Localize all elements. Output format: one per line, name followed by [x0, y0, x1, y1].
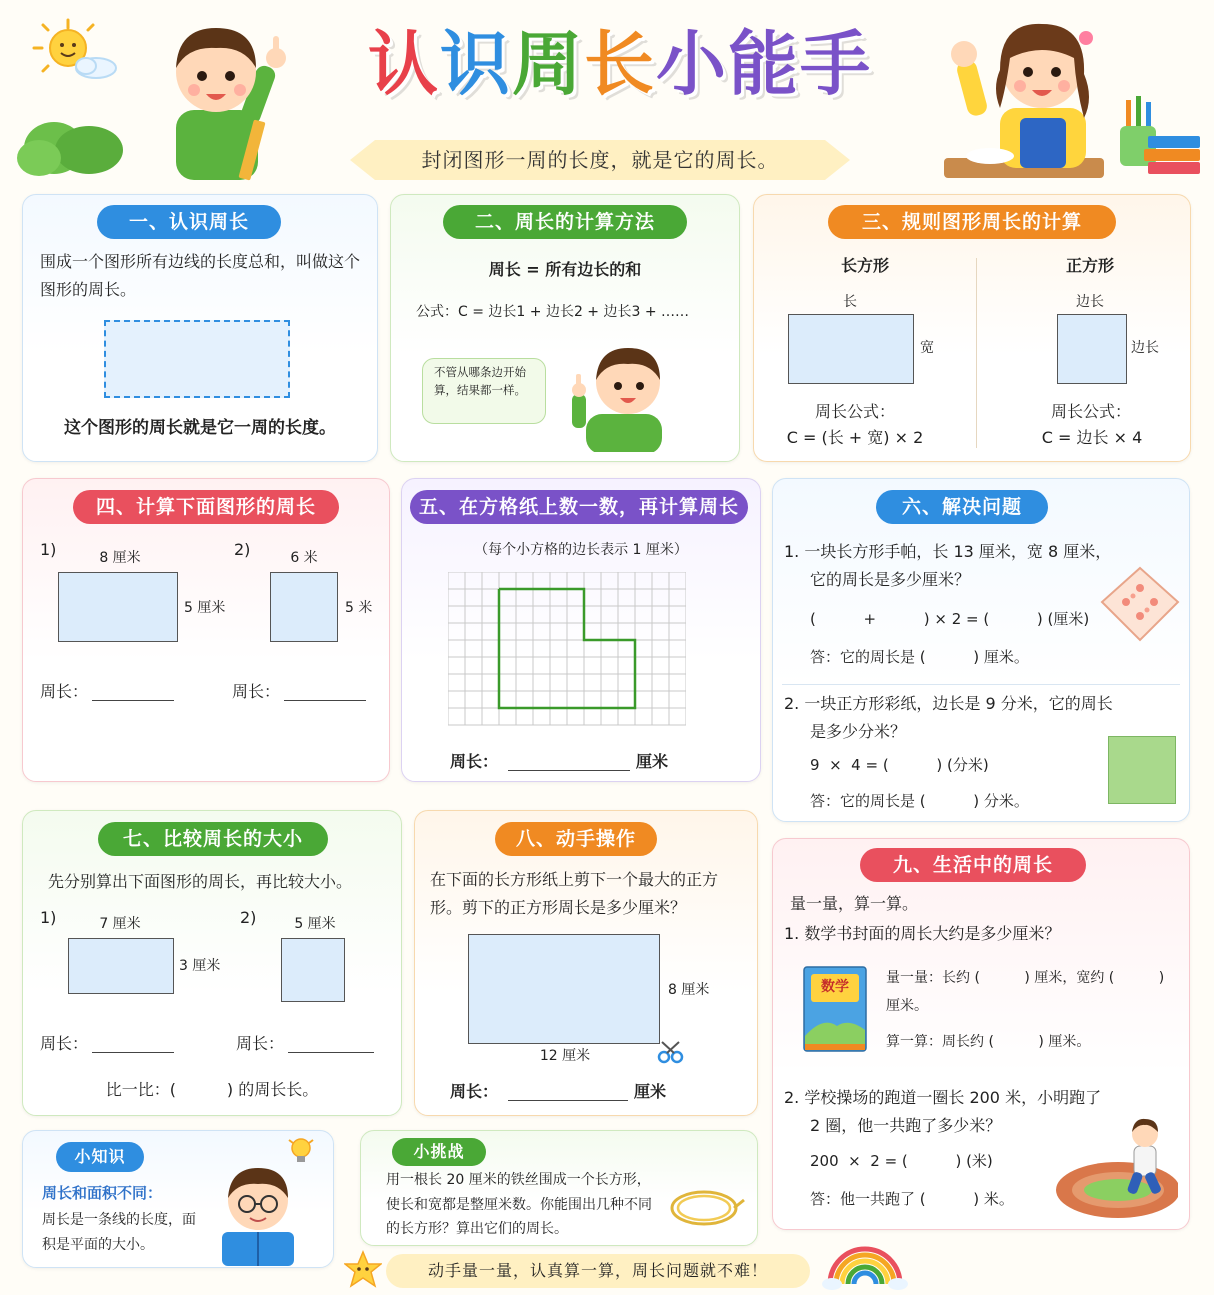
title-char: 周: [512, 23, 584, 105]
section-6-title: 六、解决问题: [876, 490, 1048, 524]
s7-compare: 比一比：( ) 的周长长。: [105, 1080, 319, 1099]
s7-square: [281, 938, 345, 1002]
s9-measure: 量一量：长约 ( ) 厘米，宽约 ( ) 厘米。: [886, 970, 1169, 1014]
bush-icon: [14, 108, 134, 178]
s1-summary: 这个图形的周长就是它一周的长度。: [64, 418, 336, 438]
s7-answer-1-blank[interactable]: [92, 1052, 174, 1053]
s4-answer-2-blank[interactable]: [284, 700, 366, 701]
title-char: 手: [800, 23, 872, 105]
s4-rectangle: [58, 572, 178, 642]
dashed-rectangle: [104, 320, 290, 398]
s8-answer-label: 周长：: [450, 1082, 499, 1101]
s7-answer-2-blank[interactable]: [288, 1052, 374, 1053]
page-title: [310, 14, 930, 114]
s9-calc: 算一算：周长约 ( ) 厘米。: [886, 1034, 1091, 1050]
s6-p1-line1: 1. 一块长方形手帕，长 13 厘米，宽 8 厘米，: [784, 542, 1112, 561]
books-icon: [1112, 96, 1204, 180]
section-8-title: 八、动手操作: [495, 822, 657, 856]
rect-formula: C = (长 + 宽) × 2: [786, 428, 924, 447]
math-book-label: 数学: [821, 979, 849, 995]
s7-q1-label: 1): [40, 908, 57, 927]
reading-boy-illustration: [212, 1158, 302, 1266]
rect-length-label: 长: [843, 294, 857, 310]
divider: [782, 684, 1180, 685]
s8-bottom-label: 12 厘米: [539, 1048, 591, 1064]
scissors-icon: [657, 1040, 685, 1064]
s6-p2-line1: 2. 一块正方形彩纸，边长是 9 分米，它的周长: [784, 694, 1113, 713]
s2-formula: 公式：C = 边长1 + 边长2 + 边长3 + ……: [416, 304, 690, 320]
challenge-text: 用一根长 20 厘米的铁丝围成一个长方形，使长和宽都是整厘米数。你能围出几种不同的长方形？算出它们的周长。: [386, 1172, 652, 1237]
section-9-title: 九、生活中的周长: [860, 848, 1086, 882]
footer-text: 动手量一量，认真算一算，周长问题就不难！: [427, 1261, 768, 1280]
s5-answer-blank[interactable]: [508, 770, 630, 771]
s7-q2-label: 2): [240, 908, 257, 927]
s9-q2-answer: 答：他一共跑了 ( ) 米。: [810, 1190, 1014, 1208]
s7-q2-top: 5 厘米: [294, 916, 336, 932]
s7-answer-1-label: 周长：: [40, 1034, 89, 1053]
s9-q2-line2: 2 圈，他一共跑了多少米？: [810, 1116, 1002, 1135]
square-shape: [1057, 314, 1127, 384]
title-char: 识: [440, 23, 512, 105]
rainbow-icon: [822, 1240, 908, 1290]
s6-p1-answer: 答：它的周长是 ( ) 厘米。: [810, 648, 1029, 666]
s9-q2-line1: 2. 学校操场的跑道一圈长 200 米，小明跑了: [784, 1088, 1102, 1107]
rect-formula-label: 周长公式：: [814, 402, 895, 421]
handkerchief-icon: [1100, 566, 1180, 642]
s2-rule: 周长 = 所有边长的和: [488, 260, 642, 279]
s2-bubble-text: 不管从哪条边开始算，结果都一样。: [434, 365, 526, 397]
s4-q2-label: 2): [234, 540, 251, 559]
rectangle-shape: [788, 314, 914, 384]
section-4-title: 四、计算下面图形的周长: [73, 490, 339, 524]
s4-answer-1-blank[interactable]: [92, 700, 174, 701]
s8-right-label: 8 厘米: [668, 982, 710, 998]
s5-answer-label: 周长：: [450, 752, 499, 771]
s9-q1: 1. 数学书封面的周长大约是多少厘米？: [784, 924, 1061, 943]
section-3-title: 三、规则图形周长的计算: [828, 205, 1116, 239]
s7-q1-top: 7 厘米: [99, 916, 141, 932]
s4-q1-right: 5 厘米: [184, 600, 226, 616]
s5-note: （每个小方格的边长表示 1 厘米）: [474, 542, 688, 558]
title-char: 能: [728, 23, 800, 105]
boy-pointing-illustration: [566, 336, 676, 452]
challenge-badge: 小挑战: [392, 1138, 486, 1166]
s8-unit: 厘米: [634, 1082, 667, 1101]
square-formula: C = 边长 × 4: [1041, 428, 1143, 447]
s9-intro: 量一量，算一算。: [790, 894, 919, 913]
s4-q2-top: 6 米: [290, 550, 318, 566]
tip-badge: 小知识: [56, 1142, 144, 1172]
tip-heading: 周长和面积不同：: [42, 1184, 163, 1202]
s8-instruction: 在下面的长方形纸上剪下一个最大的正方形。剪下的正方形周长是多少厘米？: [430, 870, 719, 917]
s1-definition: 围成一个图形所有边线的长度总和，叫做这个图形的周长。: [40, 252, 361, 299]
square-top-label: 边长: [1076, 294, 1104, 310]
section-5-title: 五、在方格纸上数一数，再计算周长: [410, 490, 748, 524]
tip-text: 周长是一条线的长度，面积是平面的大小。: [42, 1212, 196, 1253]
title-char: 长: [584, 23, 656, 105]
wire-coil-icon: [668, 1184, 746, 1230]
s5-unit: 厘米: [636, 752, 669, 771]
section-1-title: 一、认识周长: [97, 205, 281, 239]
s4-square: [270, 572, 338, 642]
green-paper-square: [1108, 736, 1176, 804]
grid-paper: [448, 572, 686, 728]
s6-p2-formula: 9 × 4 = ( ) (分米): [810, 756, 989, 774]
running-track-illustration: [1048, 1110, 1178, 1220]
s6-p2-line2: 是多少分米？: [810, 722, 907, 741]
rect-width-label: 宽: [920, 340, 934, 356]
s7-q1-right: 3 厘米: [179, 958, 221, 974]
section-7-title: 七、比较周长的大小: [98, 822, 328, 856]
square-name: 正方形: [1065, 256, 1114, 275]
s7-rectangle: [68, 938, 174, 994]
s8-rectangle: [468, 934, 660, 1044]
page-subtitle: 封闭图形一周的长度，就是它的周长。: [421, 148, 779, 172]
divider: [976, 258, 977, 448]
s6-p1-line2: 它的周长是多少厘米？: [810, 570, 971, 589]
rect-name: 长方形: [840, 256, 889, 275]
section-2-title: 二、周长的计算方法: [443, 205, 687, 239]
s6-p2-answer: 答：它的周长是 ( ) 分米。: [810, 792, 1029, 810]
square-formula-label: 周长公式：: [1050, 402, 1131, 421]
square-right-label: 边长: [1131, 340, 1159, 356]
star-icon: [344, 1250, 382, 1288]
s4-answer-2-label: 周长：: [232, 682, 281, 701]
s9-q2-formula: 200 × 2 = ( ) (米): [810, 1152, 993, 1170]
s4-q2-right: 5 米: [345, 600, 373, 616]
s7-answer-2-label: 周长：: [236, 1034, 285, 1053]
s4-answer-1-label: 周长：: [40, 682, 89, 701]
s4-q1-label: 1): [40, 540, 57, 559]
s8-answer-blank[interactable]: [508, 1100, 628, 1101]
title-char: 认: [368, 23, 440, 105]
title-char: 小: [656, 23, 728, 105]
sun-icon: [30, 18, 120, 88]
s4-q1-top: 8 厘米: [99, 550, 141, 566]
s7-intro: 先分别算出下面图形的周长，再比较大小。: [48, 872, 353, 891]
girl-illustration: [944, 8, 1114, 186]
boy-illustration: [148, 10, 308, 182]
s6-p1-formula: ( + ) × 2 = ( ) (厘米): [810, 610, 1090, 628]
